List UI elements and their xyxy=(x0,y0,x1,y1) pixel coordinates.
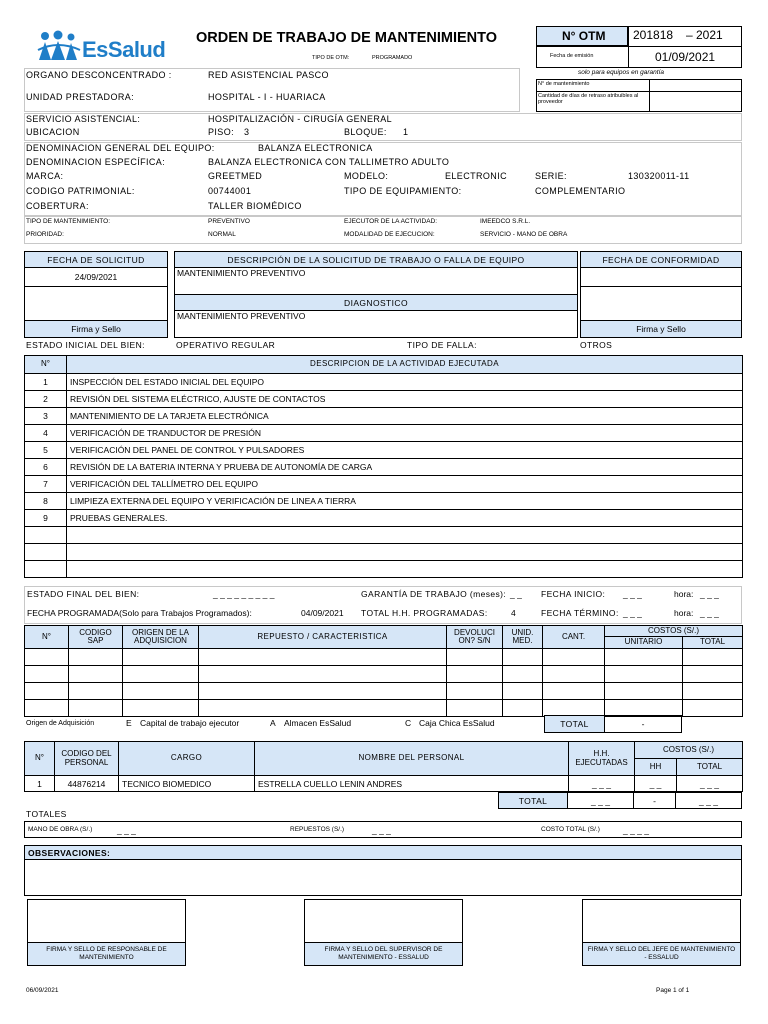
rep-col-codigo: CODIGO SAP xyxy=(69,626,123,649)
fecha-emision-value: 01/09/2021 xyxy=(655,50,716,64)
tipo-falla-value: OTROS xyxy=(580,340,613,350)
rep-total-label: TOTAL xyxy=(544,715,605,733)
fecha-inicio-label: FECHA INICIO: xyxy=(541,589,606,599)
personal-cargo: TECNICO BIOMEDICO xyxy=(119,776,255,792)
repuestos-value: _ _ _ xyxy=(372,825,391,835)
serie-value: 130320011-11 xyxy=(628,171,690,181)
rep-col-unitario: UNITARIO xyxy=(605,637,683,649)
origen-a: A xyxy=(270,718,276,728)
cobertura-value: TALLER BIOMÉDICO xyxy=(208,201,302,211)
actividad-row xyxy=(25,561,743,578)
actividad-desc: VERIFICACIÓN DEL PANEL DE CONTROL Y PULSADORES xyxy=(67,442,743,459)
actividad-row xyxy=(25,459,743,476)
rep-col-unid: UNID. MED. xyxy=(503,626,543,649)
per-total-label: TOTAL xyxy=(498,792,568,809)
n-mantenimiento-label: N° de mantenimiento xyxy=(538,81,590,87)
family-logo-icon xyxy=(36,30,82,64)
bloque-label: BLOQUE: xyxy=(344,127,387,137)
actividad-row xyxy=(25,527,743,544)
actividad-n: 5 xyxy=(25,442,67,459)
actividad-desc: PRUEBAS GENERALES. xyxy=(67,510,743,527)
actividad-row xyxy=(25,374,743,391)
actividad-col-n: N° xyxy=(25,356,67,374)
diagnostico-header: DIAGNOSTICO xyxy=(174,294,578,311)
organo-label: ORGANO DESCONCENTRADO : xyxy=(26,70,172,80)
per-total-hh: _ _ _ xyxy=(567,792,634,809)
mano-obra-label: MANO DE OBRA (S/.) xyxy=(28,826,93,833)
codigo-value: 00744001 xyxy=(208,186,252,196)
origen-e: E xyxy=(126,718,132,728)
origen-c: C xyxy=(405,718,412,728)
fecha-conformidad-header: FECHA DE CONFORMIDAD xyxy=(580,251,742,268)
garantia-label: GARANTÍA DE TRABAJO (meses): xyxy=(361,589,507,599)
actividad-desc: MANTENIMIENTO DE LA TARJETA ELECTRÓNICA xyxy=(67,408,743,425)
actividad-n: 6 xyxy=(25,459,67,476)
cobertura-label: COBERTURA: xyxy=(26,201,89,211)
per-col-nombre: NOMBRE DEL PERSONAL xyxy=(255,742,569,776)
essalud-logo xyxy=(36,30,170,64)
actividad-n: 3 xyxy=(25,408,67,425)
bloque-value: 1 xyxy=(403,127,409,137)
modelo-value: ELECTRONIC xyxy=(445,171,508,181)
serie-label: SERIE: xyxy=(535,171,567,181)
codigo-label: CODIGO PATRIMONIAL: xyxy=(26,186,135,196)
tipo-mant-value: PREVENTIVO xyxy=(208,218,250,225)
footer-page: Page 1 of 1 xyxy=(656,987,690,994)
origen-c-text: Caja Chica EsSalud xyxy=(419,718,495,728)
descripcion-header: DESCRIPCIÓN DE LA SOLICITUD DE TRABAJO O FALLA DE EQUIPO xyxy=(174,251,578,268)
rep-col-total: TOTAL xyxy=(683,637,743,649)
origen-label: Origen de Adquisición xyxy=(26,720,95,727)
actividad-desc: LIMPIEZA EXTERNA DEL EQUIPO Y VERIFICACIÓN DE LINEA A TIERRA xyxy=(67,493,743,510)
per-col-cargo: CARGO xyxy=(119,742,255,776)
tipo-equipamiento-value: COMPLEMENTARIO xyxy=(535,186,626,196)
ubicacion-label: UBICACION xyxy=(26,127,80,137)
fecha-termino-label: FECHA TÉRMINO: xyxy=(541,608,619,618)
estado-inicial-label: ESTADO INICIAL DEL BIEN: xyxy=(26,340,145,350)
actividad-row xyxy=(25,510,743,527)
den-general-label: DENOMINACION GENERAL DEL EQUIPO: xyxy=(26,143,215,153)
actividad-col-desc: DESCRIPCION DE LA ACTIVIDAD EJECUTADA xyxy=(67,356,743,374)
rep-col-costos: COSTOS (S/.) xyxy=(605,626,743,637)
origen-a-text: Almacen EsSalud xyxy=(284,718,352,728)
ejecutor-value: IMEEDCO S.R.L. xyxy=(480,218,531,225)
actividad-row xyxy=(25,476,743,493)
firma-sello-right: Firma y Sello xyxy=(580,320,742,338)
fecha-solicitud-value: 24/09/2021 xyxy=(74,272,118,282)
actividad-desc xyxy=(67,527,743,544)
rep-total-value: - xyxy=(604,715,682,733)
actividad-n: 1 xyxy=(25,374,67,391)
tipo-otm-value: PROGRAMADO xyxy=(372,55,413,61)
personal-row xyxy=(25,776,743,792)
rep-col-cant: CANT. xyxy=(543,626,605,649)
hora2-value: _ _ _ xyxy=(700,608,719,618)
total-hh-value: 4 xyxy=(511,608,516,618)
origen-e-text: Capital de trabajo ejecutor xyxy=(140,718,240,728)
firma-sello-left: Firma y Sello xyxy=(24,320,168,338)
actividad-desc: REVISIÓN DEL SISTEMA ELÉCTRICO, AJUSTE DE CONTACTOS xyxy=(67,391,743,408)
actividad-row xyxy=(25,544,743,561)
page-title: ORDEN DE TRABAJO DE MANTENIMIENTO xyxy=(196,30,498,46)
actividad-desc: VERIFICACIÓN DEL TALLÍMETRO DEL EQUIPO xyxy=(67,476,743,493)
prioridad-value: NORMAL xyxy=(208,231,236,238)
observaciones-header: OBSERVACIONES: xyxy=(24,845,742,860)
modelo-label: MODELO: xyxy=(344,171,389,181)
piso-value: 3 xyxy=(244,127,250,137)
tipo-equipamiento-label: TIPO DE EQUIPAMIENTO: xyxy=(344,186,462,196)
total-hh-label: TOTAL H.H. PROGRAMADAS: xyxy=(361,608,488,618)
actividad-n xyxy=(25,544,67,561)
repuestos-label: REPUESTOS (S/.) xyxy=(290,826,345,833)
rep-col-n: N° xyxy=(25,626,69,649)
den-especifica-value: BALANZA ELECTRONICA CON TALLIMETRO ADULTO xyxy=(208,157,450,167)
actividad-n: 8 xyxy=(25,493,67,510)
modalidad-label: MODALIDAD DE EJECUCION: xyxy=(344,231,435,238)
firma-jefe-label: FIRMA Y SELLO DEL JEFE DE MANTENIMIENTO - ESSALUD xyxy=(582,942,741,966)
descripcion-value: MANTENIMIENTO PREVENTIVO xyxy=(177,268,306,278)
rep-col-devolucion: DEVOLUCI ON? S/N xyxy=(447,626,503,649)
per-col-hh: H.H. EJECUTADAS xyxy=(569,742,635,776)
personal-hh2: _ _ xyxy=(635,776,677,792)
actividad-row xyxy=(25,391,743,408)
actividad-row xyxy=(25,493,743,510)
actividad-n: 9 xyxy=(25,510,67,527)
firma-supervisor-label: FIRMA Y SELLO DEL SUPERVISOR DE MANTENIMIENTO - ESSALUD xyxy=(304,942,463,966)
otm-number: 201818 xyxy=(633,28,674,42)
actividad-desc xyxy=(67,544,743,561)
per-col-codigo: CODIGO DEL PERSONAL xyxy=(55,742,119,776)
actividad-n xyxy=(25,527,67,544)
personal-codigo: 44876214 xyxy=(55,776,119,792)
actividad-desc: VERIFICACIÓN DE TRANDUCTOR DE PRESIÓN xyxy=(67,425,743,442)
personal-hh: _ _ _ xyxy=(569,776,635,792)
per-col-costos: COSTOS (S/.) xyxy=(635,742,743,759)
fecha-inicio-value: _ _ _ xyxy=(623,589,642,599)
modalidad-value: SERVICIO - MANO DE OBRA xyxy=(480,231,568,238)
fecha-termino-value: _ _ _ xyxy=(623,608,642,618)
tipo-falla-label: TIPO DE FALLA: xyxy=(407,340,477,350)
den-especifica-label: DENOMINACION ESPECÍFICA: xyxy=(26,157,166,167)
rep-col-origen: ORIGEN DE LA ADQUISICION xyxy=(123,626,199,649)
piso-label: PISO: xyxy=(208,127,235,137)
personal-table xyxy=(24,741,743,792)
den-general-value: BALANZA ELECTRONICA xyxy=(258,143,373,153)
per-col-hh2: HH xyxy=(635,759,677,776)
actividad-row xyxy=(25,442,743,459)
per-col-total: TOTAL xyxy=(677,759,743,776)
tipo-mant-label: TIPO DE MANTENIMIENTO: xyxy=(26,218,111,225)
repuestos-table xyxy=(24,625,743,717)
rep-col-repuesto: REPUESTO / CARACTERISTICA xyxy=(199,626,447,649)
otm-year: – 2021 xyxy=(686,28,723,42)
marca-value: GREETMED xyxy=(208,171,263,181)
actividad-n: 7 xyxy=(25,476,67,493)
actividad-desc: INSPECCIÓN DEL ESTADO INICIAL DEL EQUIPO xyxy=(67,374,743,391)
fecha-emision-label: Fecha de emisión xyxy=(550,53,594,59)
estado-final-value: _ _ _ _ _ _ _ _ _ xyxy=(213,589,275,599)
actividad-desc xyxy=(67,561,743,578)
actividades-table xyxy=(24,355,743,578)
marca-label: MARCA: xyxy=(26,171,64,181)
actividad-n: 4 xyxy=(25,425,67,442)
dias-retraso-label: Cantidad de días de retraso atribuibles al proveedor xyxy=(538,93,639,105)
per-total-hh2: - xyxy=(633,792,676,809)
totales-title: TOTALES xyxy=(26,809,67,819)
unidad-value: HOSPITAL - I - HUARIACA xyxy=(208,92,326,102)
personal-n: 1 xyxy=(25,776,55,792)
hora1-value: _ _ _ xyxy=(700,589,719,599)
per-col-n: N° xyxy=(25,742,55,776)
hora2-label: hora: xyxy=(674,608,694,618)
fecha-programada-value: 04/09/2021 xyxy=(301,608,344,618)
diagnostico-value: MANTENIMIENTO PREVENTIVO xyxy=(177,311,306,321)
actividad-desc: REVISIÓN DE LA BATERIA INTERNA Y PRUEBA DE AUTONOMÍA DE CARGA xyxy=(67,459,743,476)
footer-date: 06/09/2021 xyxy=(26,987,59,994)
logo-text: EsSalud xyxy=(82,37,166,62)
personal-total: _ _ _ xyxy=(677,776,743,792)
per-total-total: _ _ _ xyxy=(675,792,742,809)
estado-final-label: ESTADO FINAL DEL BIEN: xyxy=(27,589,140,599)
mano-obra-value: _ _ _ xyxy=(117,825,136,835)
ejecutor-label: EJECUTOR DE LA ACTIVIDAD: xyxy=(344,218,438,225)
personal-nombre: ESTRELLA CUELLO LENIN ANDRES xyxy=(255,776,569,792)
hora1-label: hora: xyxy=(674,589,694,599)
actividad-n: 2 xyxy=(25,391,67,408)
costo-total-value: _ _ _ _ xyxy=(623,825,649,835)
unidad-label: UNIDAD PRESTADORA: xyxy=(26,92,135,102)
otm-label: N° OTM xyxy=(562,29,606,43)
actividad-row xyxy=(25,408,743,425)
fecha-solicitud-header: FECHA DE SOLICITUD xyxy=(24,251,168,268)
tipo-otm-label: TIPO DE OTM: xyxy=(312,55,350,61)
fecha-programada-label: FECHA PROGRAMADA(Solo para Trabajos Programados): xyxy=(27,608,252,618)
prioridad-label: PRIORIDAD: xyxy=(26,231,64,238)
firma-responsable-label: FIRMA Y SELLO DE RESPONSABLE DE MANTENIMIENTO xyxy=(27,942,186,966)
costo-total-label: COSTO TOTAL (S/.) xyxy=(541,826,600,833)
actividad-row xyxy=(25,425,743,442)
actividad-n xyxy=(25,561,67,578)
estado-inicial-value: OPERATIVO REGULAR xyxy=(176,340,276,350)
servicio-label: SERVICIO ASISTENCIAL: xyxy=(26,114,141,124)
organo-value: RED ASISTENCIAL PASCO xyxy=(208,70,329,80)
garantia-note: solo para equipos en garantía xyxy=(578,69,665,76)
garantia-value: _ _ xyxy=(510,589,522,599)
servicio-value: HOSPITALIZACIÓN - CIRUGÍA GENERAL xyxy=(208,114,393,124)
